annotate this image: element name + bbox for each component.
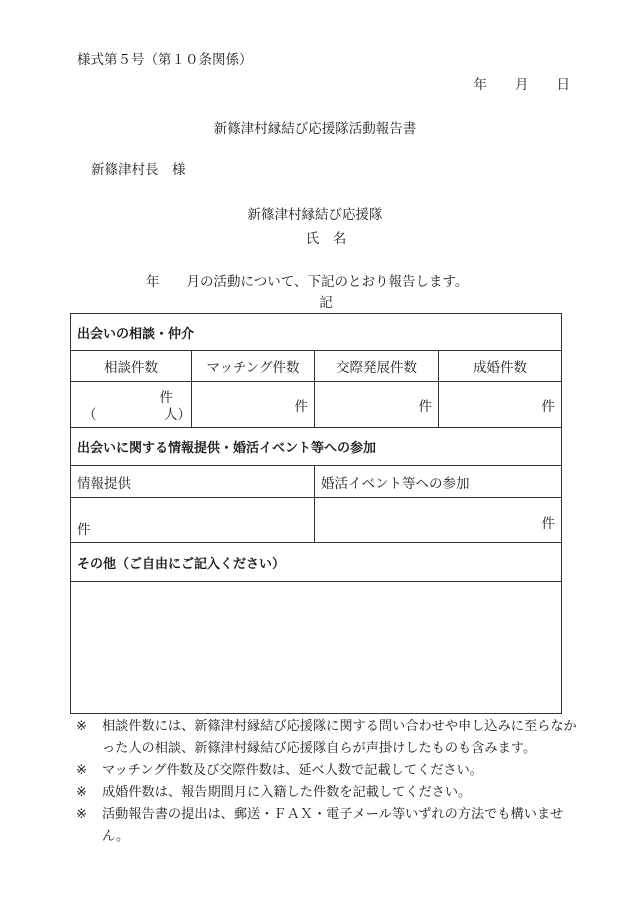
col-seikon-header: 成婚件数 xyxy=(439,351,562,382)
note-mark: ※ xyxy=(76,807,88,822)
document-title: 新篠津村縁結び応援隊活動報告書 xyxy=(213,121,417,137)
event-count-cell[interactable] xyxy=(315,498,562,543)
col-sodan-header: 相談件数 xyxy=(71,351,192,382)
date-month: 月 xyxy=(515,77,529,93)
seikon-unit: 件 xyxy=(541,398,556,415)
note-text: 活動報告書の提出は、郵送・ＦＡＸ・電子メール等いずれの方法でも構いません。 xyxy=(102,807,564,844)
section3-title: その他（ご自由にご記入ください） xyxy=(71,543,562,582)
section2-title: 出会いに関する情報提供・婚活イベント等への参加 xyxy=(71,428,562,466)
info-unit: 件 xyxy=(77,522,91,538)
sodan-unit: 件 xyxy=(159,390,173,406)
other-freeform-area[interactable] xyxy=(71,582,562,714)
note-item xyxy=(76,716,586,760)
date-year: 年 xyxy=(473,77,487,93)
sender-organization: 新篠津村縁結び応援隊 xyxy=(247,207,383,223)
date-line xyxy=(474,77,571,93)
note-mark: ※ xyxy=(76,785,88,800)
col-matching-header: マッチング件数 xyxy=(192,351,315,382)
date-day: 日 xyxy=(556,77,570,93)
intro-text: 年 月の活動について、下記のとおり報告します。 xyxy=(146,274,469,290)
sodan-persons-paren: （ 人） xyxy=(83,407,191,423)
col-event-header: 婚活イベント等への参加 xyxy=(315,466,562,498)
seikon-count-cell[interactable] xyxy=(439,382,562,428)
note-mark: ※ xyxy=(76,763,88,778)
note-mark: ※ xyxy=(76,719,88,734)
matching-unit: 件 xyxy=(294,398,308,415)
col-kosai-header: 交際発展件数 xyxy=(315,351,439,382)
form-number: 様式第５号（第１０条関係） xyxy=(77,52,253,68)
ki-label: 記 xyxy=(319,295,333,311)
note-text: 成婚件数は、報告期間月に入籍した件数を記載してください。 xyxy=(102,785,472,800)
note-text: 相談件数には、新篠津村縁結び応援隊に関する問い合わせや申し込みに至らなかった人の相談、新篠津村縁結び応援隊自らが声掛けしたものも含みます。 xyxy=(102,719,577,756)
note-item xyxy=(76,760,586,782)
note-item xyxy=(76,782,586,804)
kosai-count-cell[interactable] xyxy=(315,382,439,428)
addressee: 新篠津村長 様 xyxy=(91,162,186,178)
event-unit: 件 xyxy=(541,516,556,532)
note-item xyxy=(76,804,586,848)
col-info-header: 情報提供 xyxy=(71,466,315,498)
info-count-cell[interactable] xyxy=(71,498,315,543)
report-table xyxy=(70,313,562,714)
sender-name-label: 氏 名 xyxy=(305,231,347,247)
matching-count-cell[interactable] xyxy=(192,382,315,428)
notes xyxy=(76,716,586,848)
sodan-count-cell[interactable] xyxy=(71,382,192,428)
kosai-unit: 件 xyxy=(418,398,432,415)
note-text: マッチング件数及び交際件数は、延べ人数で記載してください。 xyxy=(102,763,483,778)
section1-title: 出会いの相談・仲介 xyxy=(71,314,562,351)
